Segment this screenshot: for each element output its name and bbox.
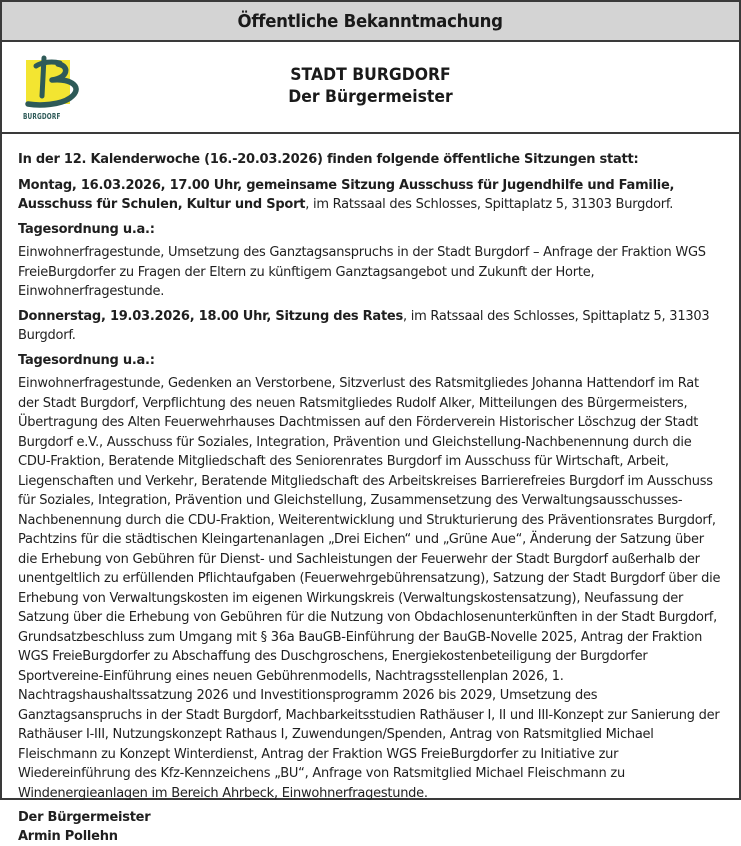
city-name: STADT BURGDORF (290, 65, 451, 85)
intro-text: In der 12. Kalenderwoche (16.-20.03.2026) finden folgende öffentliche Sitzungen statt: (18, 152, 639, 167)
meeting-1-agenda-text: Einwohnerfragestunde, Umsetzung des Ganztagsanspruchs in der Stadt Burgdorf – Anfrage der Fraktion WGS FreieBurgdorfer zu Fragen der Eltern zu künftigem Ganztagsangebot und Zukunft der Horte, Einwohnerfragestunde. (18, 245, 706, 299)
meeting-1-title: Montag, 16.03.2026, 17.00 Uhr, gemeinsame Sitzung Ausschuss für Jugendhilfe und Familie, Ausschuss für Schulen, Kultur und Sport (18, 177, 675, 212)
meeting-2-title: Donnerstag, 19.03.2026, 18.00 Uhr, Sitzung des Rates (18, 308, 403, 324)
signature (18, 808, 723, 846)
meeting-2-location: , im Ratssaal des Schlosses, Spittaplatz 5, 31303 Burgdorf. (18, 308, 710, 343)
meeting-1-location: , im Ratssaal des Schlosses, Spittaplatz 5, 31303 Burgdorf. (305, 197, 674, 212)
meeting-1-agenda-label: Tagesordnung u.a.: (18, 221, 155, 237)
meeting-1-heading (18, 176, 723, 215)
logo-caption: BURGDORF (23, 112, 61, 121)
signature-title: Der Bürgermeister (18, 810, 151, 825)
notice-content (2, 134, 739, 846)
notice-header (2, 42, 739, 134)
signature-name: Armin Pollehn (18, 829, 118, 844)
meeting-2-heading (18, 307, 723, 346)
meeting-2-agenda-label: Tagesordnung u.a.: (18, 352, 155, 368)
header-titles (2, 64, 739, 108)
meeting-2-agenda-text: Einwohnerfragestunde, Gedenken an Verstorbene, Sitzverlust des Ratsmitgliedes Johanna Hattendorf im Rat der Stadt Burgdorf, Verpflichtung des neuen Ratsmitgliedes Rudolf Alker, Mitteilungen des Bürgermeisters, Übertragung des Alten Feuerwehrhauses Dachtmissen auf den Förderverein Historischer Löschzug der Stadt Burgdorf e.V., Ausschuss für Soziales, Integration, Prävention und Gleichstellung-Nachbenennung durch die CDU-Fraktion, Beratende Mitgliedschaft des Seniorenrates Burgdorf im Ausschuss für Wirtschaft, Arbeit, Liegenschaften und Verkehr, Beratende Mitgliedschaft des Arbeitskreises Barrierefreies Burgdorf im Ausschuss für Soziales, Integration, Prävention und Gleichstellung, Zusammensetzung des Verwaltungsausschusses-Nachbenennung durch die CDU-Fraktion, Weiterentwicklung und Strukturierung des Präventionsrates Burgdorf, Pachtzins für die städtischen Kleingartenanlagen „Drei Eichen“ und „Grüne Aue“, Änderung der Satzung über die Erhebung von Gebühren für Dienst- und Sachleistungen der Feuerwehr der Stadt Burgdorf außerhalb der unentgeltlich zu erfüllenden Pflichtaufgaben (Feuerwehrgebührensatzung), Satzung der Stadt Burgdorf über die Erhebung von Verwaltungskosten im eigenen Wirkungskreis (Verwaltungskostensatzung), Neufassung der Satzung über die Erhebung von Gebühren für die Nutzung von Obdachlosenunterkünften in der Stadt Burgdorf, Grundsatzbeschluss zum Umgang mit § 36a BauGB-Einführung der BauGB-Novelle 2025, Antrag der Fraktion WGS FreieBurgdorfer zu Abschaffung des Duschgroschens, Energiekostenbeteiligung der Burgdorfer Sportvereine-Einführung eines neuen Gebührenmodells, Nachtragsstellenplan 2026, 1. Nachtragshaushaltssatzung 2026 und Investitionsprogramm 2026 bis 2029, Umsetzung des Ganztagsanspruchs in der Stadt Burgdorf, Machbarkeitsstudien Rathäuser I, II und III-Konzept zur Sanierung der Rathäuser I-III, Nutzungskonzept Rathaus I, Zuwendungen/Spenden, Antrag von Ratsmitglied Michael Fleischmann zu Konzept Winterdienst, Antrag der Fraktion WGS FreieBurgdorfer zu Initiative zur Wiedereinführung des Kfz-Kennzeichens „BU“, Anfrage von Ratsmitglied Michael Fleischmann zu Windenergieanlagen im Bereich Ahrbeck, Einwohnerfragestunde. (18, 376, 721, 801)
notice-banner (2, 2, 739, 42)
office-name: Der Bürgermeister (288, 87, 453, 107)
banner-title: Öffentliche Bekanntmachung (237, 10, 504, 32)
